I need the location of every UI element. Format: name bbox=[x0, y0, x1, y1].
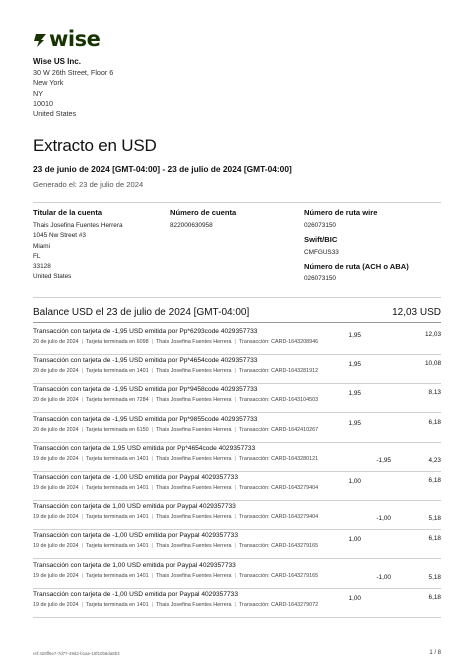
separator: | bbox=[151, 455, 154, 462]
separator: | bbox=[234, 368, 236, 375]
transaction-balance: 5,18 bbox=[428, 573, 441, 581]
separator: | bbox=[234, 339, 236, 345]
transaction-balance: 6,18 bbox=[428, 418, 441, 426]
transaction-ref: Transacción: CARD-1643280121 bbox=[238, 455, 319, 462]
statement-period: 23 de junio de 2024 [GMT-04:00] - 23 de julio de 2024 [GMT-04:00] bbox=[33, 164, 292, 174]
page-number: 1 / 8 bbox=[429, 650, 441, 656]
transaction-description: Transacción con tarjeta de 1,95 USD emitida por Pp*4654code 4029357733 bbox=[33, 444, 256, 452]
transaction-card: Tarjeta terminada en 6150 bbox=[85, 426, 149, 433]
routing-block bbox=[304, 208, 409, 288]
transaction-ref: Transacción: CARD-1643281912 bbox=[238, 368, 319, 375]
transaction-balance: 8,13 bbox=[428, 389, 441, 397]
transaction-meta bbox=[33, 602, 318, 608]
transaction-balance: 6,18 bbox=[428, 535, 441, 543]
separator: | bbox=[151, 485, 154, 491]
transaction-name: Thais Josefina Fuentes Herrera bbox=[156, 339, 232, 345]
transaction-name: Thais Josefina Fuentes Herrera bbox=[156, 543, 232, 550]
account-holder-line: Thais Josefina Fuentes Herrera bbox=[33, 222, 123, 230]
transaction-name: Thais Josefina Fuentes Herrera bbox=[156, 426, 232, 433]
transaction-card: Tarjeta terminada en 1401 bbox=[85, 368, 149, 375]
transaction-description: Transacción con tarjeta de 1,00 USD emitida por Paypal 4029357733 bbox=[33, 503, 236, 511]
separator: | bbox=[234, 485, 236, 491]
transaction-description: Transacción con tarjeta de -1,95 USD emitida por Pp*9855code 4029357733 bbox=[33, 415, 258, 423]
transaction-description: Transacción con tarjeta de -1,00 USD emitida por Paypal 4029357733 bbox=[33, 590, 239, 598]
transaction-card: Tarjeta terminada en 1401 bbox=[85, 572, 149, 579]
transaction-date: 19 de julio de 2024 bbox=[33, 514, 79, 521]
transaction-date: 20 de julio de 2024 bbox=[33, 397, 79, 404]
transaction-ref: Transacción: CARD-1643279404 bbox=[238, 514, 319, 521]
transaction-in: 1,95 bbox=[348, 390, 361, 398]
logo-text: wise bbox=[49, 27, 101, 51]
separator: | bbox=[234, 397, 236, 404]
separator: | bbox=[81, 368, 83, 375]
company-address-line: New York bbox=[33, 78, 64, 88]
transaction-date: 19 de julio de 2024 bbox=[33, 601, 79, 608]
separator: | bbox=[81, 543, 83, 550]
transaction-date: 19 de julio de 2024 bbox=[33, 485, 79, 491]
transaction-name: Thais Josefina Fuentes Herrera bbox=[156, 514, 232, 521]
transaction-name: Thais Josefina Fuentes Herrera bbox=[156, 455, 232, 462]
transaction-balance: 6,18 bbox=[428, 477, 441, 484]
transaction-row bbox=[33, 528, 441, 559]
transaction-card: Tarjeta terminada en 1401 bbox=[85, 543, 149, 550]
transaction-ref: Transacción: CARD-1643279165 bbox=[238, 543, 319, 550]
wire-routing-value: 026073150 bbox=[304, 222, 336, 230]
transaction-name: Thais Josefina Fuentes Herrera bbox=[156, 485, 232, 491]
account-number-label: Número de cuenta bbox=[170, 208, 237, 217]
transaction-date: 20 de julio de 2024 bbox=[33, 368, 79, 375]
swift-label: Swift/BIC bbox=[304, 235, 338, 245]
transaction-in: 1,95 bbox=[348, 361, 361, 369]
transaction-card: Tarjeta terminada en 1401 bbox=[85, 514, 149, 521]
separator: | bbox=[81, 601, 83, 608]
footer-reference: ref:428ff6e7-7d77-49d2-b1ae-18f10b8da8b3 bbox=[33, 651, 120, 656]
transaction-row bbox=[33, 499, 441, 530]
transaction-description: Transacción con tarjeta de -1,00 USD emitida por Paypal 4029357733 bbox=[33, 474, 239, 481]
account-holder-line: 1045 Nw Street #3 bbox=[33, 232, 86, 240]
transaction-balance: 5,18 bbox=[428, 515, 441, 523]
separator: | bbox=[234, 543, 236, 550]
transaction-name: Thais Josefina Fuentes Herrera bbox=[156, 397, 232, 404]
transaction-name: Thais Josefina Fuentes Herrera bbox=[156, 572, 232, 579]
transaction-in: 1,95 bbox=[348, 419, 361, 427]
transaction-meta bbox=[33, 456, 318, 462]
account-holder-label: Titular de la cuenta bbox=[33, 208, 103, 217]
separator: | bbox=[81, 339, 83, 345]
transaction-date: 20 de julio de 2024 bbox=[33, 339, 79, 345]
transaction-balance: 4,23 bbox=[428, 456, 441, 464]
transaction-description: Transacción con tarjeta de 1,00 USD emitida por Paypal 4029357733 bbox=[33, 561, 236, 569]
account-holder-line: United States bbox=[33, 273, 72, 281]
transaction-card: Tarjeta terminada en 7284 bbox=[85, 397, 149, 404]
separator: | bbox=[234, 601, 236, 608]
transaction-date: 19 de julio de 2024 bbox=[33, 543, 79, 550]
transaction-balance: 10,08 bbox=[425, 360, 441, 368]
transaction-balance: 6,18 bbox=[428, 593, 441, 601]
company-address-line: NY bbox=[33, 88, 43, 98]
account-holder-line: FL bbox=[33, 252, 41, 260]
transaction-name: Thais Josefina Fuentes Herrera bbox=[156, 601, 232, 608]
transaction-description: Transacción con tarjeta de -1,00 USD emitida por Paypal 4029357733 bbox=[33, 532, 239, 540]
separator: | bbox=[234, 514, 236, 521]
company-block bbox=[33, 57, 113, 119]
balance-row bbox=[33, 307, 441, 318]
transaction-row bbox=[33, 353, 441, 384]
transaction-ref: Transacción: CARD-1642410267 bbox=[238, 426, 319, 433]
transaction-row bbox=[33, 470, 441, 501]
transaction-out: -1,00 bbox=[376, 515, 391, 523]
separator: | bbox=[151, 368, 154, 375]
statement-title: Extracto en USD bbox=[33, 136, 157, 155]
transaction-meta bbox=[33, 427, 318, 433]
transaction-in: 1,00 bbox=[348, 478, 361, 485]
separator: | bbox=[151, 601, 154, 608]
transaction-balance: 12,03 bbox=[425, 331, 441, 338]
separator: | bbox=[234, 455, 236, 462]
transaction-ref: Transacción: CARD-1643104503 bbox=[238, 397, 319, 404]
company-address-line: 10010 bbox=[33, 98, 53, 108]
transaction-row bbox=[33, 587, 441, 618]
ach-routing-value: 026073150 bbox=[304, 275, 336, 283]
separator: | bbox=[81, 397, 83, 404]
account-holder-line: Miami bbox=[33, 242, 51, 250]
transaction-date: 19 de julio de 2024 bbox=[33, 572, 79, 579]
account-number-value: 822000630958 bbox=[170, 222, 213, 230]
transaction-out: -1,00 bbox=[376, 573, 391, 581]
wire-routing-label: Número de ruta wire bbox=[304, 208, 378, 217]
divider bbox=[33, 297, 441, 298]
transaction-in: 1,00 bbox=[348, 594, 361, 602]
transaction-meta bbox=[33, 573, 318, 579]
transaction-meta bbox=[33, 514, 318, 520]
separator: | bbox=[81, 455, 83, 462]
wise-flag-icon bbox=[33, 32, 47, 48]
transaction-meta bbox=[33, 485, 318, 491]
account-holder-block bbox=[33, 208, 123, 282]
transaction-card: Tarjeta terminada en 1401 bbox=[85, 455, 149, 462]
company-name: Wise US Inc. bbox=[33, 57, 81, 66]
transaction-row bbox=[33, 324, 441, 355]
separator: | bbox=[81, 485, 83, 491]
transaction-meta bbox=[33, 397, 318, 403]
wise-logo bbox=[33, 29, 100, 50]
separator: | bbox=[81, 426, 83, 433]
transaction-meta bbox=[33, 339, 318, 345]
separator: | bbox=[151, 339, 154, 345]
company-address-line: 30 W 26th Street, Floor 6 bbox=[33, 68, 114, 78]
separator: | bbox=[81, 572, 83, 579]
transaction-date: 20 de julio de 2024 bbox=[33, 426, 79, 433]
account-holder-line: 33128 bbox=[33, 263, 51, 271]
separator: | bbox=[81, 514, 83, 521]
transaction-card: Tarjeta terminada en 1401 bbox=[85, 601, 149, 608]
transaction-card: Tarjeta terminada en 6098 bbox=[85, 339, 149, 345]
separator: | bbox=[151, 543, 154, 550]
company-address-line: United States bbox=[33, 109, 77, 119]
divider bbox=[33, 202, 441, 203]
transaction-date: 19 de julio de 2024 bbox=[33, 455, 79, 462]
transaction-meta bbox=[33, 368, 318, 374]
transaction-description: Transacción con tarjeta de -1,95 USD emitida por Pp*4654code 4029357733 bbox=[33, 357, 258, 365]
transaction-ref: Transacción: CARD-1643208946 bbox=[238, 339, 319, 345]
transaction-card: Tarjeta terminada en 1401 bbox=[85, 485, 149, 491]
separator: | bbox=[234, 426, 236, 433]
transaction-row bbox=[33, 441, 441, 472]
transaction-description: Transacción con tarjeta de -1,95 USD emitida por Pp*6293code 4029357733 bbox=[33, 328, 258, 335]
transaction-description: Transacción con tarjeta de -1,95 USD emitida por Pp*9458code 4029357733 bbox=[33, 386, 258, 394]
transaction-ref: Transacción: CARD-1643279072 bbox=[238, 601, 319, 608]
swift-value: CMFGUS33 bbox=[304, 248, 339, 256]
statement-generated: Generado el: 23 de julio de 2024 bbox=[33, 180, 144, 189]
transaction-row bbox=[33, 558, 441, 589]
transaction-ref: Transacción: CARD-1643279404 bbox=[238, 485, 319, 491]
transaction-in: 1,95 bbox=[348, 332, 361, 339]
separator: | bbox=[151, 572, 154, 579]
transaction-in: 1,00 bbox=[348, 536, 361, 544]
transaction-meta bbox=[33, 543, 318, 549]
ach-routing-label: Número de ruta (ACH o ABA) bbox=[304, 261, 409, 271]
transaction-row bbox=[33, 382, 441, 413]
account-number-block bbox=[170, 208, 236, 231]
transaction-out: -1,95 bbox=[376, 456, 391, 464]
transaction-row bbox=[33, 412, 441, 443]
separator: | bbox=[151, 426, 154, 433]
separator: | bbox=[151, 514, 154, 521]
separator: | bbox=[234, 572, 236, 579]
transaction-ref: Transacción: CARD-1643279165 bbox=[238, 572, 319, 579]
transaction-name: Thais Josefina Fuentes Herrera bbox=[156, 368, 232, 375]
separator: | bbox=[151, 397, 154, 404]
balance-value: 12,03 USD bbox=[392, 307, 441, 318]
divider bbox=[33, 322, 441, 323]
balance-label: Balance USD el 23 de julio de 2024 [GMT-04:00] bbox=[33, 307, 250, 318]
